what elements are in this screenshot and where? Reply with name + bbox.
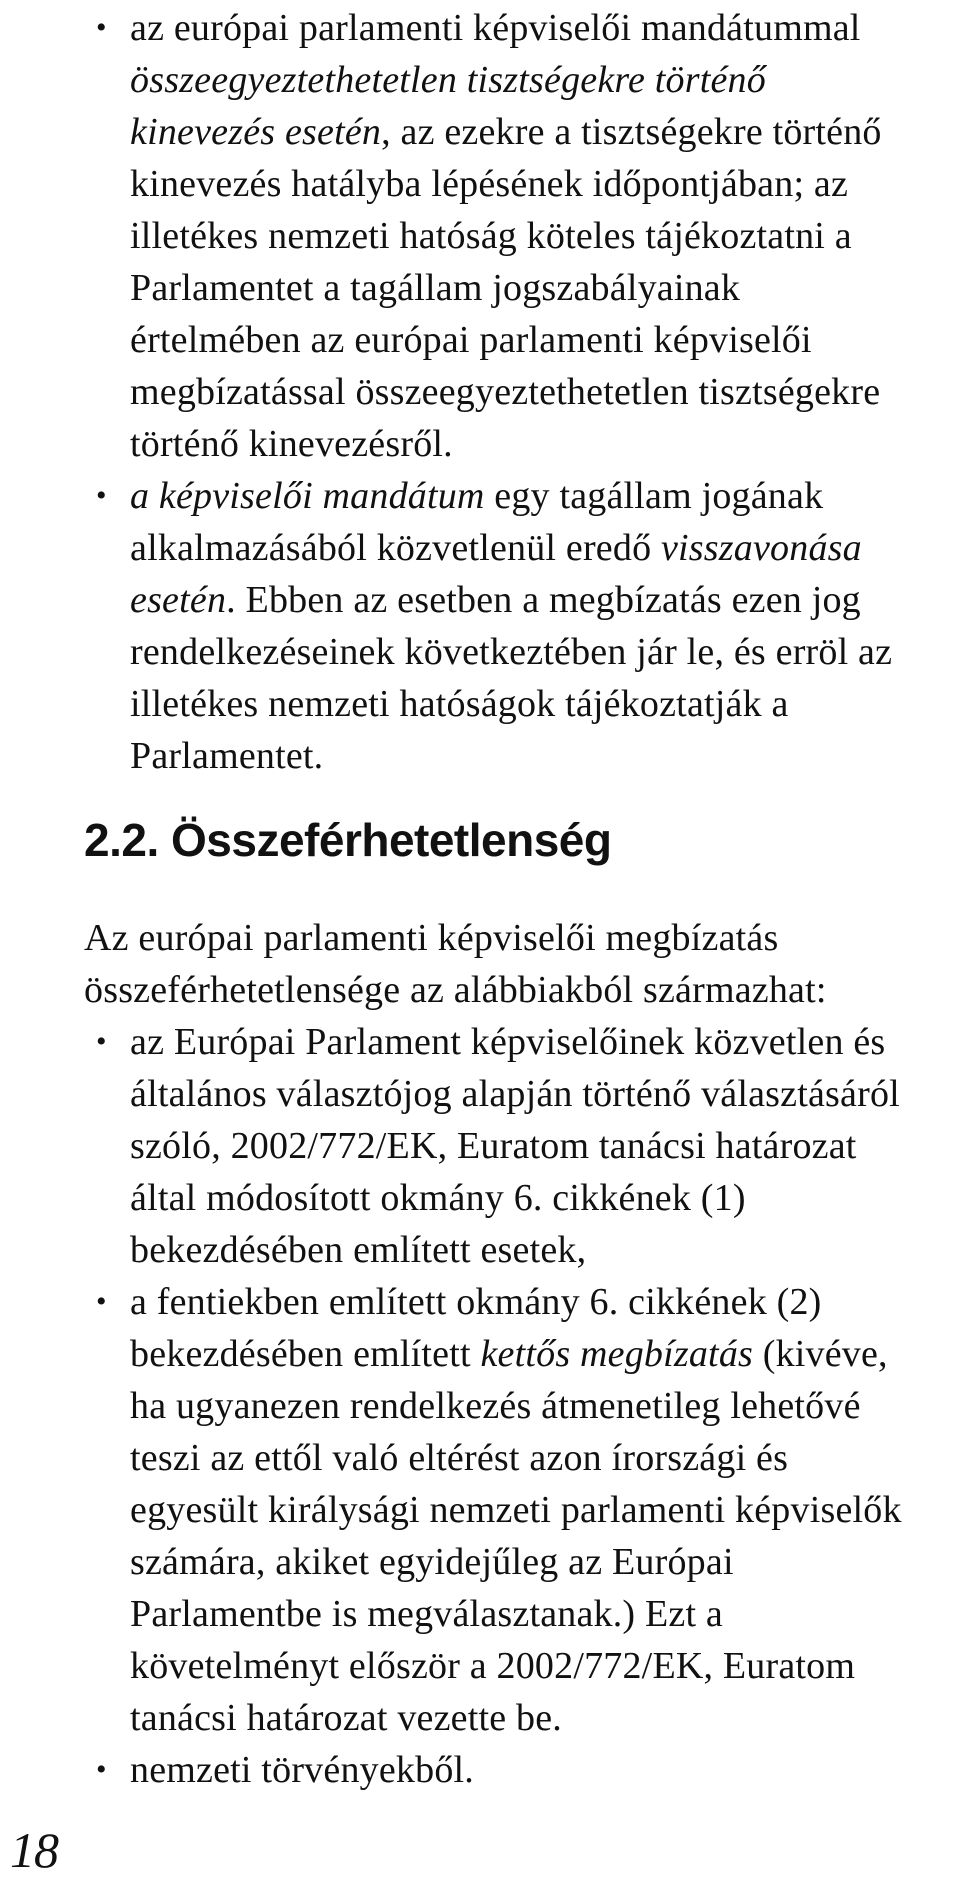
text-segment: az Európai Parlament képviselőinek közvetlen és általános választójog alapján történő választásáról szóló, 2002/772/EK, Euratom tanácsi határozat által módosított okmány 6. cikkének (1) bekezdésében említett esetek, xyxy=(130,1021,900,1271)
list-item-text xyxy=(130,1281,902,1739)
italic-text-segment: a képviselői mandátum xyxy=(130,475,485,517)
section-heading: 2.2. Összeférhetetlenség xyxy=(84,814,612,866)
text-segment: a fentiekben említett okmány 6. cikkének (2) bekezdésében említett xyxy=(130,1281,822,1375)
incompatibility-bullet-list-bottom xyxy=(96,1016,916,1796)
text-segment: nemzeti törvényekből. xyxy=(130,1749,474,1791)
list-item-text xyxy=(130,1749,474,1791)
bullet-icon: • xyxy=(96,1285,107,1318)
list-item-text xyxy=(130,1021,900,1271)
list-item xyxy=(96,470,916,782)
bullet-icon: • xyxy=(96,1753,107,1786)
bullet-icon: • xyxy=(96,1025,107,1058)
list-item-text xyxy=(130,475,892,777)
incompatibility-bullet-list-top xyxy=(96,2,916,782)
section-intro-paragraph: Az európai parlamenti képviselői megbízatás összeférhetetlensége az alábbiakból származhat: xyxy=(84,917,827,1011)
list-item xyxy=(96,1276,916,1744)
bullet-icon: • xyxy=(96,11,107,44)
list-item xyxy=(96,2,916,470)
text-segment: . Ebben az esetben a megbízatás ezen jog rendelkezéseinek következtében jár le, és erröl az illetékes nemzeti hatóságok tájékoztatják a Parlamentet. xyxy=(130,579,893,777)
page-number: 18 xyxy=(10,1822,58,1878)
italic-text-segment: kettős megbízatás xyxy=(480,1333,754,1375)
bullet-icon: • xyxy=(96,479,107,512)
text-segment: az európai parlamenti képviselői mandátummal xyxy=(130,7,861,49)
italic-text-segment: visszavonása esetén xyxy=(130,527,862,621)
list-item xyxy=(96,1744,916,1796)
text-segment: egy tagállam jogának alkalmazásából közvetlenül eredő xyxy=(130,475,824,569)
italic-text-segment: összeegyeztethetetlen tisztségekre történő kinevezés esetén xyxy=(130,59,766,153)
list-item-text xyxy=(130,7,882,465)
list-item xyxy=(96,1016,916,1276)
text-segment: , az ezekre a tisztségekre történő kinevezés hatályba lépésének időpontjában; az illetékes nemzeti hatóság köteles tájékoztatni a Parlamentet a tagállam jogszabályainak értelmében az európai parlamenti képviselői megbízatással összeegyeztethetetlen tisztségekre történő kinevezésről. xyxy=(130,111,882,465)
text-segment: (kivéve, ha ugyanezen rendelkezés átmenetileg lehetővé teszi az ettől való eltérést azon írországi és egyesült királysági nemzeti parlamenti képviselők számára, akiket egyidejűleg az Európai Parlamentbe is megválasztanak.) Ezt a követelményt először a 2002/772/EK, Euratom tanácsi határozat vezette be. xyxy=(130,1333,902,1739)
